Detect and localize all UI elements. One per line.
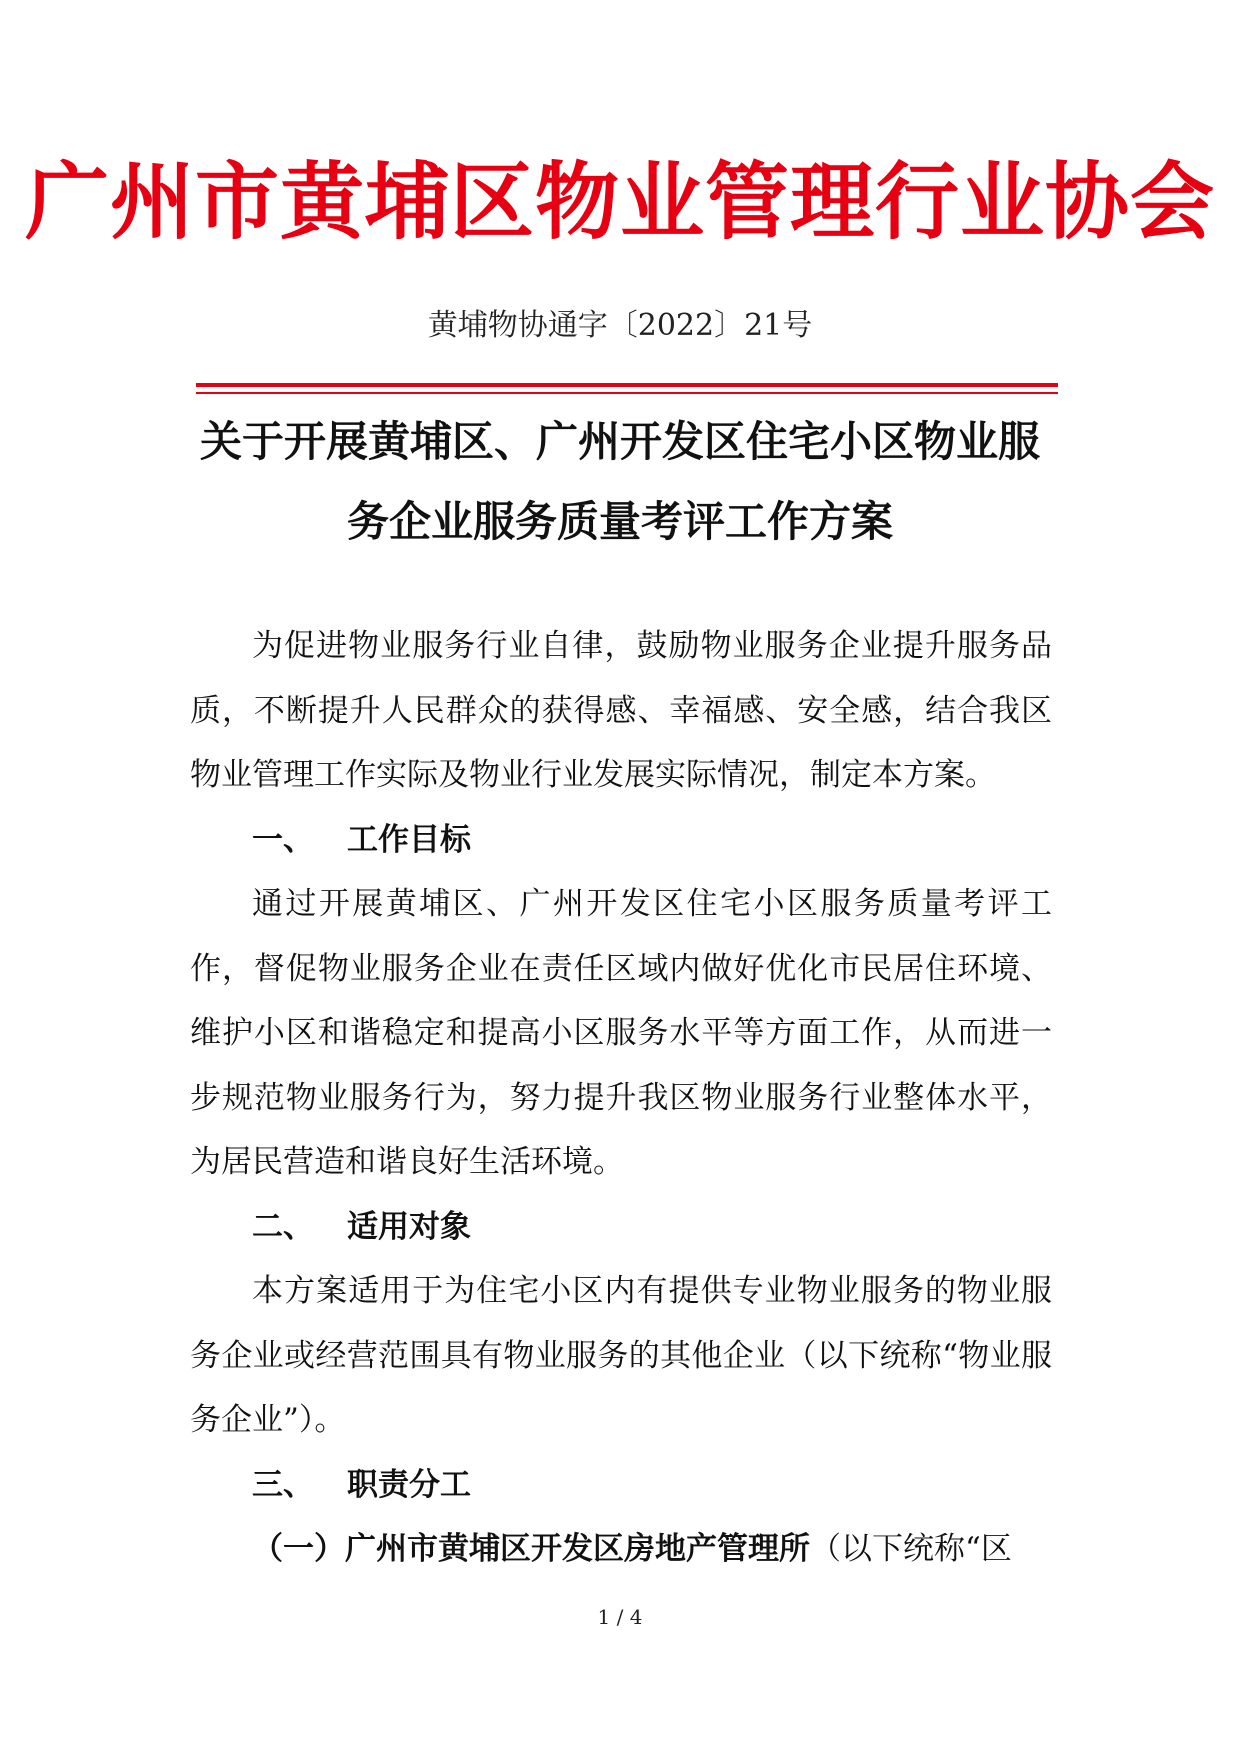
section-title-1: 工作目标 <box>347 821 471 858</box>
subsection-heading-rest: （以下统称“区 <box>810 1531 1012 1567</box>
page-number: 1 / 4 <box>597 1605 643 1629</box>
section-title-2: 适用对象 <box>347 1208 471 1245</box>
section-title-3: 职责分工 <box>347 1466 471 1503</box>
section-heading-1 <box>190 808 1052 873</box>
section-heading-2 <box>190 1195 1052 1260</box>
subsection-heading-1 <box>190 1517 1052 1582</box>
section-paragraph-1: 通过开展黄埔区、广州开发区住宅小区服务质量考评工作，督促物业服务企业在责任区域内做好优化市民居住环境、维护小区和谐稳定和提高小区服务水平等方面工作，从而进一步规范物业服务行为，努力提升我区物业服务行业整体水平，为居民营造和谐良好生活环境。 <box>190 886 1052 1180</box>
section-number-2: 二、 <box>252 1208 314 1245</box>
document-body <box>190 614 1052 1582</box>
section-heading-3 <box>190 1453 1052 1518</box>
document-title-line-2: 务企业服务质量考评工作方案 <box>346 497 893 546</box>
document-number: 黄埔物协通字〔2022〕21号 <box>427 308 813 343</box>
subsection-heading-bold: （一）广州市黄埔区开发区房地产管理所 <box>252 1531 810 1567</box>
header-divider-thin <box>196 392 1058 394</box>
header-divider-thick <box>196 383 1058 387</box>
section-number-3: 三、 <box>252 1466 314 1503</box>
organization-header: 广州市黄埔区物业管理行业协会 <box>24 153 1215 251</box>
document-title <box>180 402 1060 562</box>
document-title-line-1: 关于开展黄埔区、广州开发区住宅小区物业服 <box>199 417 1040 466</box>
intro-paragraph: 为促进物业服务行业自律，鼓励物业服务企业提升服务品质，不断提升人民群众的获得感、幸福感、安全感，结合我区物业管理工作实际及物业行业发展实际情况，制定本方案。 <box>190 628 1052 793</box>
section-paragraph-2: 本方案适用于为住宅小区内有提供专业物业服务的物业服务企业或经营范围具有物业服务的其他企业（以下统称“物业服务企业”）。 <box>190 1273 1052 1438</box>
section-number-1: 一、 <box>252 821 314 858</box>
